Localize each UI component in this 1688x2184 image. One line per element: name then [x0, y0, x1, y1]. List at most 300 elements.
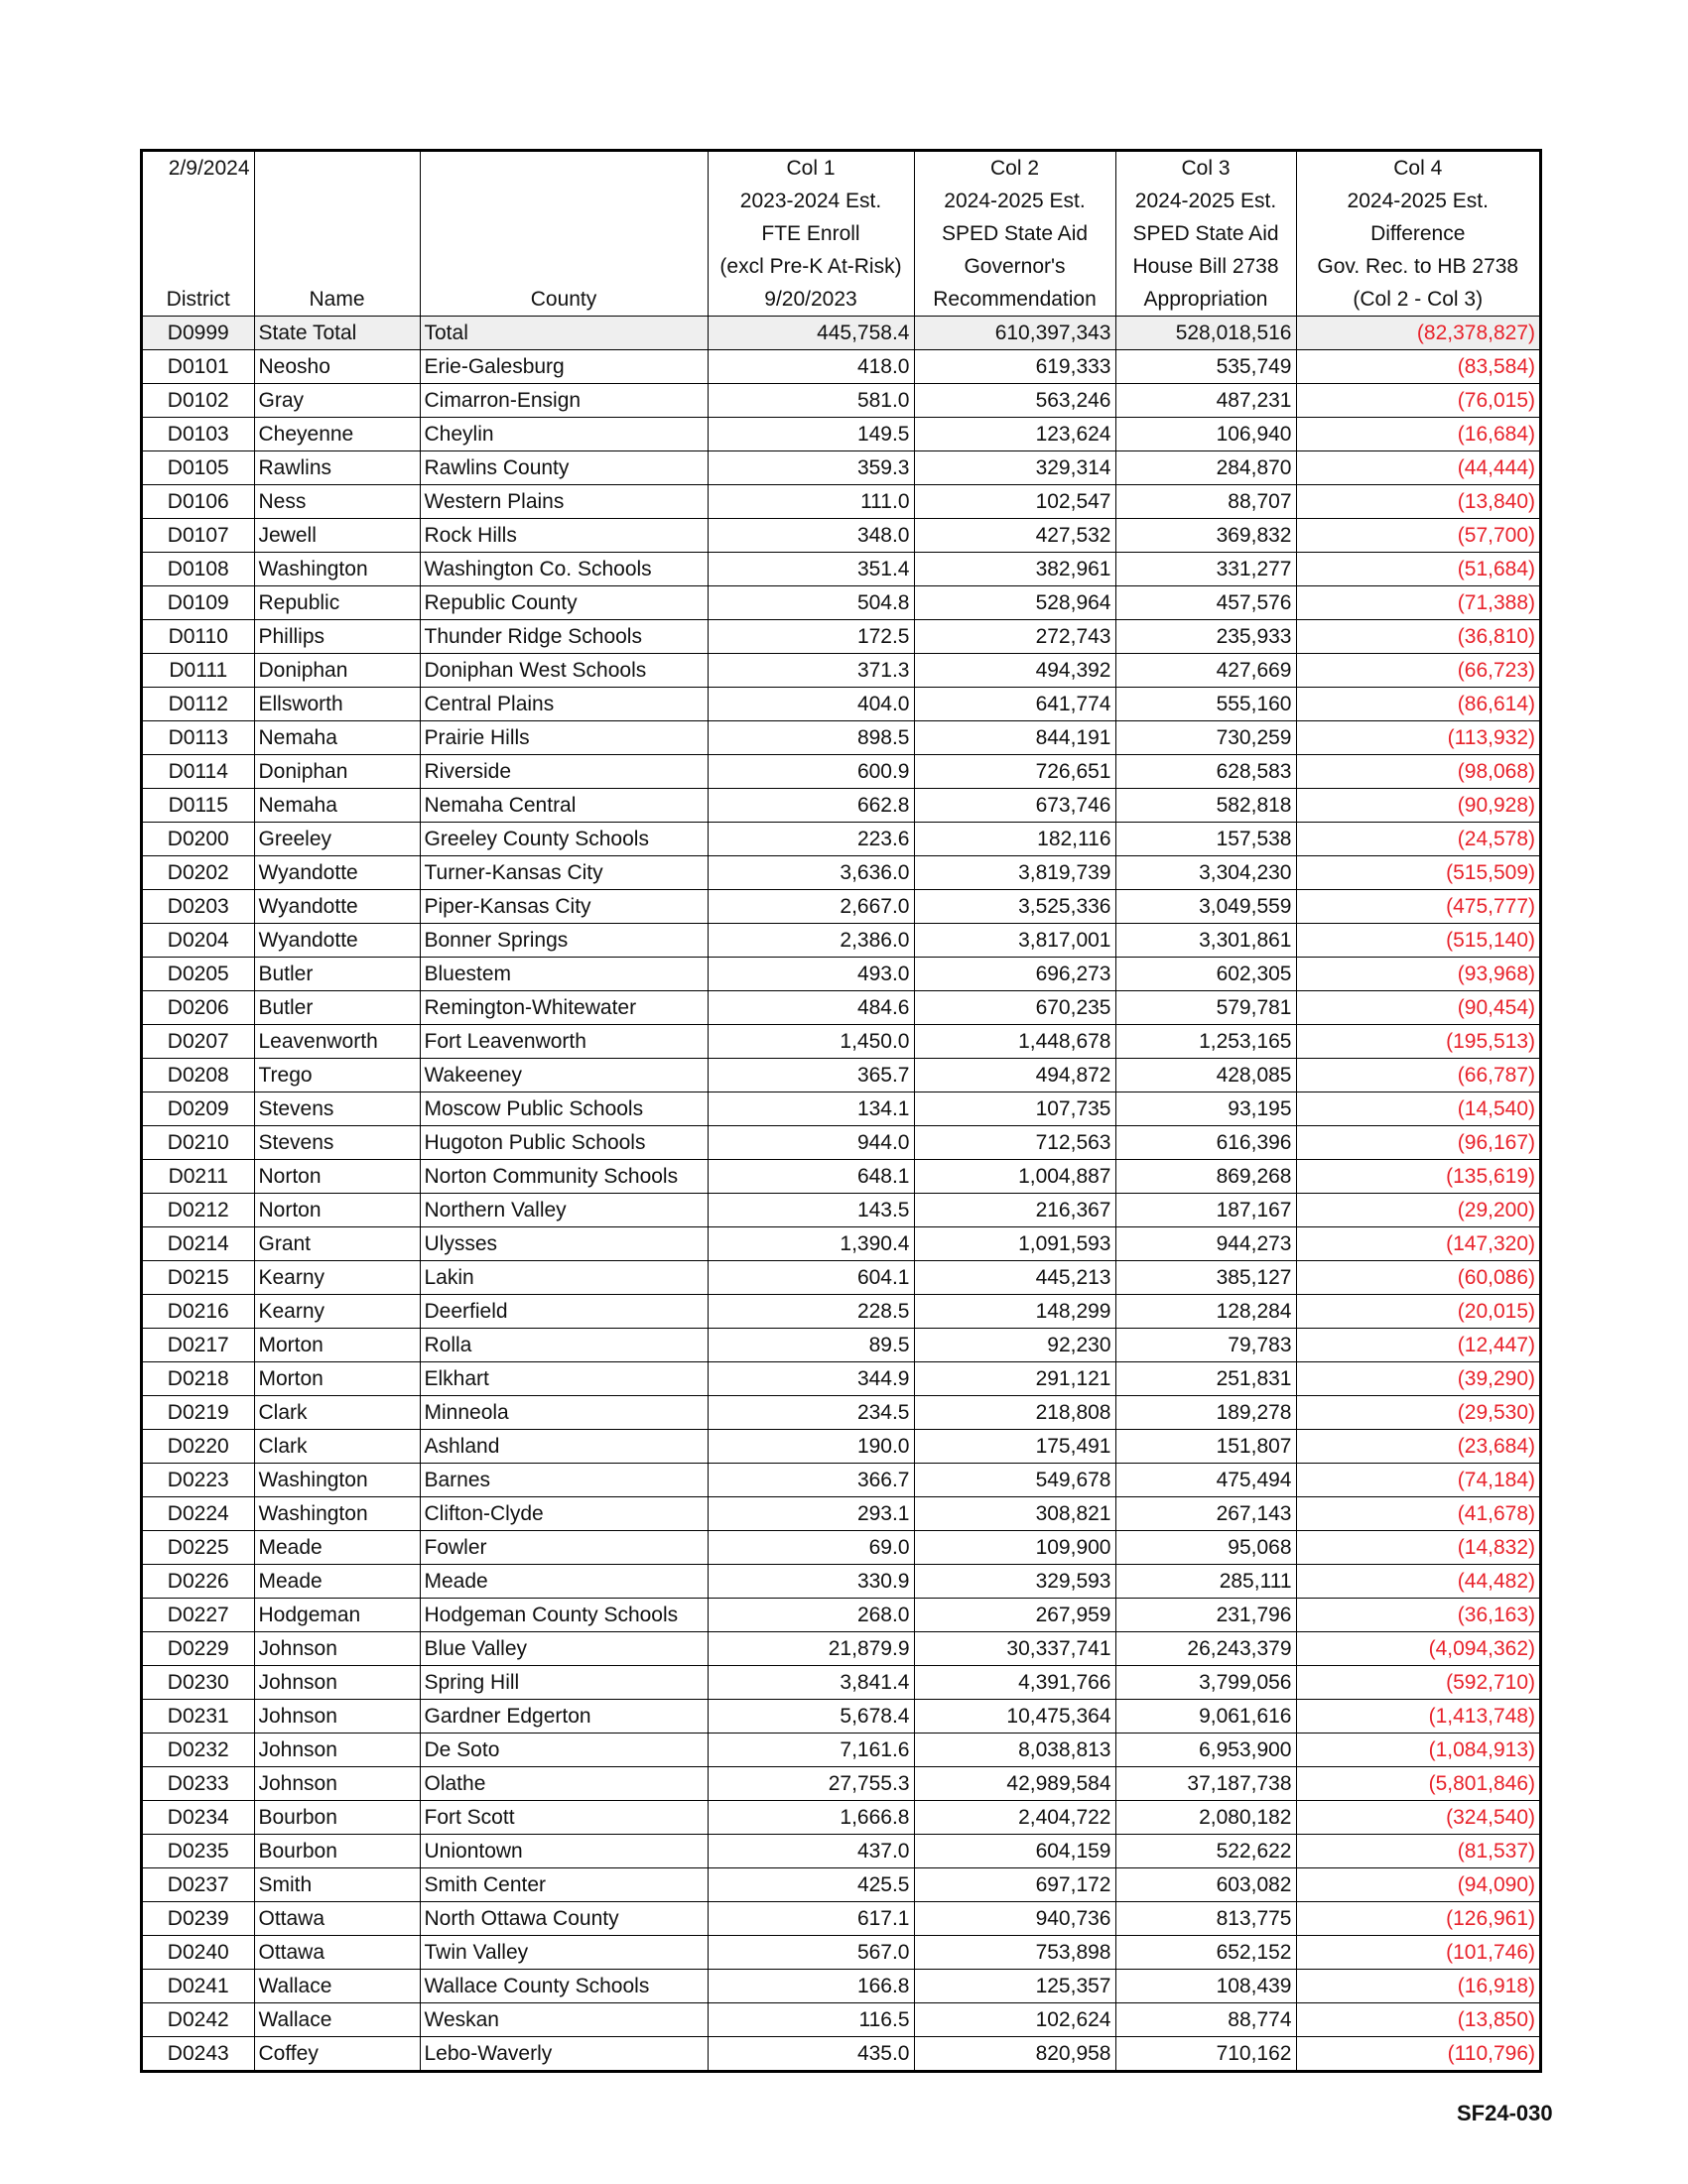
cell-fte-enroll: 143.5	[708, 1194, 914, 1227]
cell-district: D0114	[143, 755, 254, 789]
header-cell-difference: Col 4	[1393, 157, 1443, 180]
header-cell-hb2738-approp: Appropriation	[1115, 283, 1296, 317]
cell-difference: (16,918)	[1296, 1970, 1539, 2003]
cell-name: Johnson	[254, 1734, 420, 1767]
cell-fte-enroll: 418.0	[708, 350, 914, 384]
cell-fte-enroll: 116.5	[708, 2003, 914, 2037]
cell-governor-rec: 445,213	[914, 1261, 1115, 1295]
cell-district: D0112	[143, 688, 254, 721]
cell-county: Barnes	[420, 1464, 708, 1497]
cell-county: Uniontown	[420, 1835, 708, 1868]
header-cell-governor-rec: Recommendation	[914, 283, 1115, 317]
cell-governor-rec: 670,235	[914, 991, 1115, 1025]
cell-hb2738-approp: 1,253,165	[1115, 1025, 1296, 1059]
cell-county: Hodgeman County Schools	[420, 1599, 708, 1632]
cell-governor-rec: 427,532	[914, 519, 1115, 553]
cell-district: D0239	[143, 1902, 254, 1936]
cell-fte-enroll: 348.0	[708, 519, 914, 553]
cell-governor-rec: 3,819,739	[914, 856, 1115, 890]
cell-name: Johnson	[254, 1666, 420, 1700]
cell-district: D0110	[143, 620, 254, 654]
cell-name: Coffey	[254, 2037, 420, 2071]
cell-governor-rec: 2,404,722	[914, 1801, 1115, 1835]
cell-difference: (23,684)	[1296, 1430, 1539, 1464]
cell-name: Republic	[254, 586, 420, 620]
cell-hb2738-approp: 95,068	[1115, 1531, 1296, 1565]
document-code: SF24-030	[1457, 2101, 1553, 2125]
cell-hb2738-approp: 428,085	[1115, 1059, 1296, 1092]
cell-county: Meade	[420, 1565, 708, 1599]
state-total-row	[143, 317, 1539, 350]
cell-county: Bluestem	[420, 958, 708, 991]
cell-hb2738-approp: 88,774	[1115, 2003, 1296, 2037]
cell-difference: (135,619)	[1296, 1160, 1539, 1194]
cell-hb2738-approp: 235,933	[1115, 620, 1296, 654]
cell-difference: (86,614)	[1296, 688, 1539, 721]
cell-governor-rec: 1,448,678	[914, 1025, 1115, 1059]
cell-name: Johnson	[254, 1632, 420, 1666]
cell-name: Cheyenne	[254, 418, 420, 451]
header-cell-county	[420, 185, 708, 217]
cell-fte-enroll: 234.5	[708, 1396, 914, 1430]
cell-governor-rec: 102,547	[914, 485, 1115, 519]
cell-county: Deerfield	[420, 1295, 708, 1329]
cell-district: D0115	[143, 789, 254, 823]
cell-county: Ashland	[420, 1430, 708, 1464]
cell-governor-rec: 820,958	[914, 2037, 1115, 2071]
cell-governor-rec: 696,273	[914, 958, 1115, 991]
cell-county: Lakin	[420, 1261, 708, 1295]
table-row	[143, 1497, 1539, 1531]
cell-name: Trego	[254, 1059, 420, 1092]
header-row	[143, 250, 1539, 283]
cell-difference: (94,090)	[1296, 1868, 1539, 1902]
cell-district: D0217	[143, 1329, 254, 1362]
header-cell-fte-enroll: 2023-2024 Est.	[708, 185, 914, 217]
cell-difference: (12,447)	[1296, 1329, 1539, 1362]
cell-difference: (195,513)	[1296, 1025, 1539, 1059]
cell-governor-rec: 216,367	[914, 1194, 1115, 1227]
header-cell-district	[143, 217, 254, 250]
cell-hb2738-approp: 6,953,900	[1115, 1734, 1296, 1767]
header-row	[143, 283, 1539, 317]
header-cell-governor-rec: Col 2	[914, 152, 1115, 185]
cell-difference: (44,444)	[1296, 451, 1539, 485]
cell-name: Norton	[254, 1194, 420, 1227]
cell-hb2738-approp: 128,284	[1115, 1295, 1296, 1329]
cell-district: D0226	[143, 1565, 254, 1599]
cell-district: D0208	[143, 1059, 254, 1092]
cell-name: Clark	[254, 1396, 420, 1430]
cell-district: D0207	[143, 1025, 254, 1059]
cell-fte-enroll: 648.1	[708, 1160, 914, 1194]
cell-governor-rec: 125,357	[914, 1970, 1115, 2003]
table-row	[143, 485, 1539, 519]
cell-district: D0107	[143, 519, 254, 553]
header-cell-county	[420, 250, 708, 283]
table-row	[143, 1734, 1539, 1767]
cell-district: D0229	[143, 1632, 254, 1666]
table-row	[143, 553, 1539, 586]
cell-hb2738-approp: 3,301,861	[1115, 924, 1296, 958]
header-cell-hb2738-approp: 2024-2025 Est.	[1115, 185, 1296, 217]
cell-county: Fowler	[420, 1531, 708, 1565]
cell-difference: (20,015)	[1296, 1295, 1539, 1329]
cell-governor-rec: 102,624	[914, 2003, 1115, 2037]
cell-county: Spring Hill	[420, 1666, 708, 1700]
table-row	[143, 1565, 1539, 1599]
table-row	[143, 1160, 1539, 1194]
report-date: 2/9/2024	[143, 152, 254, 185]
cell-hb2738-approp: 251,831	[1115, 1362, 1296, 1396]
header-cell-district	[143, 250, 254, 283]
cell-difference: (81,537)	[1296, 1835, 1539, 1868]
cell-governor-rec: 42,989,584	[914, 1767, 1115, 1801]
cell-county: Central Plains	[420, 688, 708, 721]
cell-hb2738-approp: 582,818	[1115, 789, 1296, 823]
cell-fte-enroll: 228.5	[708, 1295, 914, 1329]
cell-county: Nemaha Central	[420, 789, 708, 823]
cell-county: Wakeeney	[420, 1059, 708, 1092]
cell-county: Riverside	[420, 755, 708, 789]
cell-hb2738-approp: 3,304,230	[1115, 856, 1296, 890]
table-row	[143, 1059, 1539, 1092]
cell-hb2738-approp: 555,160	[1115, 688, 1296, 721]
table-row	[143, 451, 1539, 485]
cell-fte-enroll: 435.0	[708, 2037, 914, 2071]
cell-county: Wallace County Schools	[420, 1970, 708, 2003]
cell-county: Western Plains	[420, 485, 708, 519]
header-cell-county	[420, 152, 708, 185]
cell-governor-rec: 148,299	[914, 1295, 1115, 1329]
header-row	[143, 217, 1539, 250]
table-row	[143, 1801, 1539, 1835]
cell-district: D0200	[143, 823, 254, 856]
cell-district: D0111	[143, 654, 254, 688]
table-row	[143, 755, 1539, 789]
table-row	[143, 1531, 1539, 1565]
table-row	[143, 418, 1539, 451]
table-row	[143, 1126, 1539, 1160]
cell-fte-enroll: 2,667.0	[708, 890, 914, 924]
cell-county: Blue Valley	[420, 1632, 708, 1666]
cell-fte-enroll: 604.1	[708, 1261, 914, 1295]
cell-name: Greeley	[254, 823, 420, 856]
header-cell-difference: Gov. Rec. to HB 2738	[1317, 255, 1519, 278]
cell-fte-enroll: 172.5	[708, 620, 914, 654]
cell-name: Morton	[254, 1362, 420, 1396]
cell-name: Bourbon	[254, 1835, 420, 1868]
cell-hb2738-approp: 369,832	[1115, 519, 1296, 553]
cell-governor-rec: 308,821	[914, 1497, 1115, 1531]
cell-difference: (13,840)	[1296, 485, 1539, 519]
cell-governor-rec: 494,872	[914, 1059, 1115, 1092]
table-body	[143, 152, 1539, 2070]
cell-hb2738-approp: 944,273	[1115, 1227, 1296, 1261]
cell-district: D0237	[143, 1868, 254, 1902]
cell-fte-enroll: 111.0	[708, 485, 914, 519]
cell-fte-enroll: 366.7	[708, 1464, 914, 1497]
table-row	[143, 1295, 1539, 1329]
cell-name: Wyandotte	[254, 890, 420, 924]
cell-fte-enroll: 21,879.9	[708, 1632, 914, 1666]
cell-hb2738-approp: 427,669	[1115, 654, 1296, 688]
table-row	[143, 1868, 1539, 1902]
header-cell-county	[420, 217, 708, 250]
cell-name: Ottawa	[254, 1902, 420, 1936]
cell-difference: (113,932)	[1296, 721, 1539, 755]
total-district: D0999	[143, 317, 254, 350]
cell-name: Nemaha	[254, 721, 420, 755]
cell-difference: (4,094,362)	[1296, 1632, 1539, 1666]
cell-fte-enroll: 149.5	[708, 418, 914, 451]
cell-name: Doniphan	[254, 755, 420, 789]
cell-fte-enroll: 2,386.0	[708, 924, 914, 958]
cell-county: Norton Community Schools	[420, 1160, 708, 1194]
cell-county: Republic County	[420, 586, 708, 620]
cell-hb2738-approp: 535,749	[1115, 350, 1296, 384]
cell-difference: (475,777)	[1296, 890, 1539, 924]
cell-name: Johnson	[254, 1700, 420, 1734]
cell-name: Washington	[254, 1464, 420, 1497]
cell-name: Ottawa	[254, 1936, 420, 1970]
cell-governor-rec: 726,651	[914, 755, 1115, 789]
cell-county: Bonner Springs	[420, 924, 708, 958]
cell-difference: (83,584)	[1296, 350, 1539, 384]
cell-difference: (57,700)	[1296, 519, 1539, 553]
cell-governor-rec: 92,230	[914, 1329, 1115, 1362]
table-row	[143, 1396, 1539, 1430]
cell-difference: (126,961)	[1296, 1902, 1539, 1936]
header-cell-fte-enroll: FTE Enroll	[708, 217, 914, 250]
cell-county: Piper-Kansas City	[420, 890, 708, 924]
cell-fte-enroll: 268.0	[708, 1599, 914, 1632]
cell-name: Johnson	[254, 1767, 420, 1801]
cell-county: Lebo-Waverly	[420, 2037, 708, 2071]
cell-difference: (16,684)	[1296, 418, 1539, 451]
cell-district: D0220	[143, 1430, 254, 1464]
cell-fte-enroll: 3,636.0	[708, 856, 914, 890]
cell-difference: (1,084,913)	[1296, 1734, 1539, 1767]
cell-governor-rec: 940,736	[914, 1902, 1115, 1936]
cell-fte-enroll: 190.0	[708, 1430, 914, 1464]
cell-county: Hugoton Public Schools	[420, 1126, 708, 1160]
cell-fte-enroll: 1,390.4	[708, 1227, 914, 1261]
cell-fte-enroll: 437.0	[708, 1835, 914, 1868]
table-row	[143, 1362, 1539, 1396]
cell-hb2738-approp: 652,152	[1115, 1936, 1296, 1970]
cell-district: D0233	[143, 1767, 254, 1801]
cell-hb2738-approp: 37,187,738	[1115, 1767, 1296, 1801]
cell-fte-enroll: 351.4	[708, 553, 914, 586]
cell-fte-enroll: 69.0	[708, 1531, 914, 1565]
total-name: State Total	[254, 317, 420, 350]
cell-fte-enroll: 5,678.4	[708, 1700, 914, 1734]
cell-hb2738-approp: 579,781	[1115, 991, 1296, 1025]
cell-name: Meade	[254, 1565, 420, 1599]
cell-fte-enroll: 223.6	[708, 823, 914, 856]
cell-county: Fort Scott	[420, 1801, 708, 1835]
cell-district: D0101	[143, 350, 254, 384]
header-cell-governor-rec: Governor's	[914, 250, 1115, 283]
cell-governor-rec: 673,746	[914, 789, 1115, 823]
cell-governor-rec: 528,964	[914, 586, 1115, 620]
table-row	[143, 856, 1539, 890]
cell-district: D0214	[143, 1227, 254, 1261]
header-cell-hb2738-approp: SPED State Aid	[1115, 217, 1296, 250]
cell-governor-rec: 604,159	[914, 1835, 1115, 1868]
cell-district: D0240	[143, 1936, 254, 1970]
cell-difference: (1,413,748)	[1296, 1700, 1539, 1734]
cell-fte-enroll: 293.1	[708, 1497, 914, 1531]
header-cell-difference: Difference	[1370, 222, 1466, 245]
cell-fte-enroll: 944.0	[708, 1126, 914, 1160]
table-row	[143, 1599, 1539, 1632]
cell-governor-rec: 619,333	[914, 350, 1115, 384]
cell-name: Doniphan	[254, 654, 420, 688]
cell-governor-rec: 697,172	[914, 1868, 1115, 1902]
header-cell-governor-rec: SPED State Aid	[914, 217, 1115, 250]
cell-governor-rec: 712,563	[914, 1126, 1115, 1160]
header-cell-fte-enroll: Col 1	[708, 152, 914, 185]
header-cell-name: Name	[254, 283, 420, 317]
cell-fte-enroll: 365.7	[708, 1059, 914, 1092]
cell-name: Washington	[254, 553, 420, 586]
table-row	[143, 1700, 1539, 1734]
cell-district: D0225	[143, 1531, 254, 1565]
cell-district: D0203	[143, 890, 254, 924]
cell-governor-rec: 123,624	[914, 418, 1115, 451]
cell-name: Kearny	[254, 1261, 420, 1295]
cell-district: D0216	[143, 1295, 254, 1329]
cell-name: Wallace	[254, 2003, 420, 2037]
header-row	[143, 152, 1539, 185]
total-difference: (82,378,827)	[1296, 317, 1539, 350]
header-cell-district: District	[143, 283, 254, 317]
cell-fte-enroll: 1,450.0	[708, 1025, 914, 1059]
cell-governor-rec: 641,774	[914, 688, 1115, 721]
cell-difference: (39,290)	[1296, 1362, 1539, 1396]
cell-district: D0209	[143, 1092, 254, 1126]
cell-difference: (14,540)	[1296, 1092, 1539, 1126]
cell-name: Hodgeman	[254, 1599, 420, 1632]
cell-name: Stevens	[254, 1126, 420, 1160]
cell-fte-enroll: 504.8	[708, 586, 914, 620]
cell-district: D0242	[143, 2003, 254, 2037]
total-county: Total	[420, 317, 708, 350]
cell-name: Norton	[254, 1160, 420, 1194]
cell-hb2738-approp: 108,439	[1115, 1970, 1296, 2003]
cell-county: Smith Center	[420, 1868, 708, 1902]
cell-district: D0102	[143, 384, 254, 418]
cell-district: D0223	[143, 1464, 254, 1497]
table-row	[143, 1025, 1539, 1059]
cell-governor-rec: 329,314	[914, 451, 1115, 485]
cell-hb2738-approp: 151,807	[1115, 1430, 1296, 1464]
cell-county: Minneola	[420, 1396, 708, 1430]
header-cell-name	[254, 250, 420, 283]
cell-district: D0113	[143, 721, 254, 755]
table-row	[143, 350, 1539, 384]
table-row	[143, 519, 1539, 553]
cell-county: North Ottawa County	[420, 1902, 708, 1936]
cell-hb2738-approp: 231,796	[1115, 1599, 1296, 1632]
cell-county: Elkhart	[420, 1362, 708, 1396]
cell-district: D0230	[143, 1666, 254, 1700]
cell-difference: (36,810)	[1296, 620, 1539, 654]
cell-hb2738-approp: 3,799,056	[1115, 1666, 1296, 1700]
table-row	[143, 1970, 1539, 2003]
cell-district: D0231	[143, 1700, 254, 1734]
table-row	[143, 1329, 1539, 1362]
table-row	[143, 1092, 1539, 1126]
cell-hb2738-approp: 187,167	[1115, 1194, 1296, 1227]
cell-hb2738-approp: 628,583	[1115, 755, 1296, 789]
cell-fte-enroll: 617.1	[708, 1902, 914, 1936]
cell-hb2738-approp: 603,082	[1115, 1868, 1296, 1902]
cell-hb2738-approp: 88,707	[1115, 485, 1296, 519]
cell-county: Greeley County Schools	[420, 823, 708, 856]
header-row	[143, 185, 1539, 217]
cell-governor-rec: 1,004,887	[914, 1160, 1115, 1194]
cell-name: Ellsworth	[254, 688, 420, 721]
table-row	[143, 1767, 1539, 1801]
cell-district: D0103	[143, 418, 254, 451]
table-row	[143, 1632, 1539, 1666]
cell-governor-rec: 175,491	[914, 1430, 1115, 1464]
cell-name: Nemaha	[254, 789, 420, 823]
table-row	[143, 1227, 1539, 1261]
cell-difference: (24,578)	[1296, 823, 1539, 856]
cell-hb2738-approp: 79,783	[1115, 1329, 1296, 1362]
cell-district: D0234	[143, 1801, 254, 1835]
cell-fte-enroll: 404.0	[708, 688, 914, 721]
cell-governor-rec: 218,808	[914, 1396, 1115, 1430]
table-row	[143, 1936, 1539, 1970]
cell-fte-enroll: 7,161.6	[708, 1734, 914, 1767]
cell-difference: (76,015)	[1296, 384, 1539, 418]
cell-hb2738-approp: 2,080,182	[1115, 1801, 1296, 1835]
cell-difference: (110,796)	[1447, 2042, 1535, 2065]
table-row	[143, 1666, 1539, 1700]
total-hb2738-approp: 528,018,516	[1115, 317, 1296, 350]
cell-fte-enroll: 344.9	[708, 1362, 914, 1396]
cell-district: D0227	[143, 1599, 254, 1632]
cell-difference: (44,482)	[1296, 1565, 1539, 1599]
cell-name: Smith	[254, 1868, 420, 1902]
cell-county: Erie-Galesburg	[420, 350, 708, 384]
cell-difference: (515,509)	[1296, 856, 1539, 890]
header-cell-fte-enroll: 9/20/2023	[708, 283, 914, 317]
cell-county: De Soto	[420, 1734, 708, 1767]
cell-name: Bourbon	[254, 1801, 420, 1835]
cell-hb2738-approp: 9,061,616	[1115, 1700, 1296, 1734]
cell-county: Twin Valley	[420, 1936, 708, 1970]
cell-governor-rec: 3,817,001	[914, 924, 1115, 958]
header-cell-difference: 2024-2025 Est.	[1347, 190, 1489, 212]
cell-hb2738-approp: 869,268	[1115, 1160, 1296, 1194]
cell-difference: (93,968)	[1296, 958, 1539, 991]
header-cell-hb2738-approp: House Bill 2738	[1115, 250, 1296, 283]
cell-difference: (5,801,846)	[1296, 1767, 1539, 1801]
cell-county: Doniphan West Schools	[420, 654, 708, 688]
cell-difference: (515,140)	[1296, 924, 1539, 958]
cell-district: D0105	[143, 451, 254, 485]
cell-governor-rec: 494,392	[914, 654, 1115, 688]
cell-hb2738-approp: 457,576	[1115, 586, 1296, 620]
cell-fte-enroll: 484.6	[708, 991, 914, 1025]
cell-district: D0108	[143, 553, 254, 586]
